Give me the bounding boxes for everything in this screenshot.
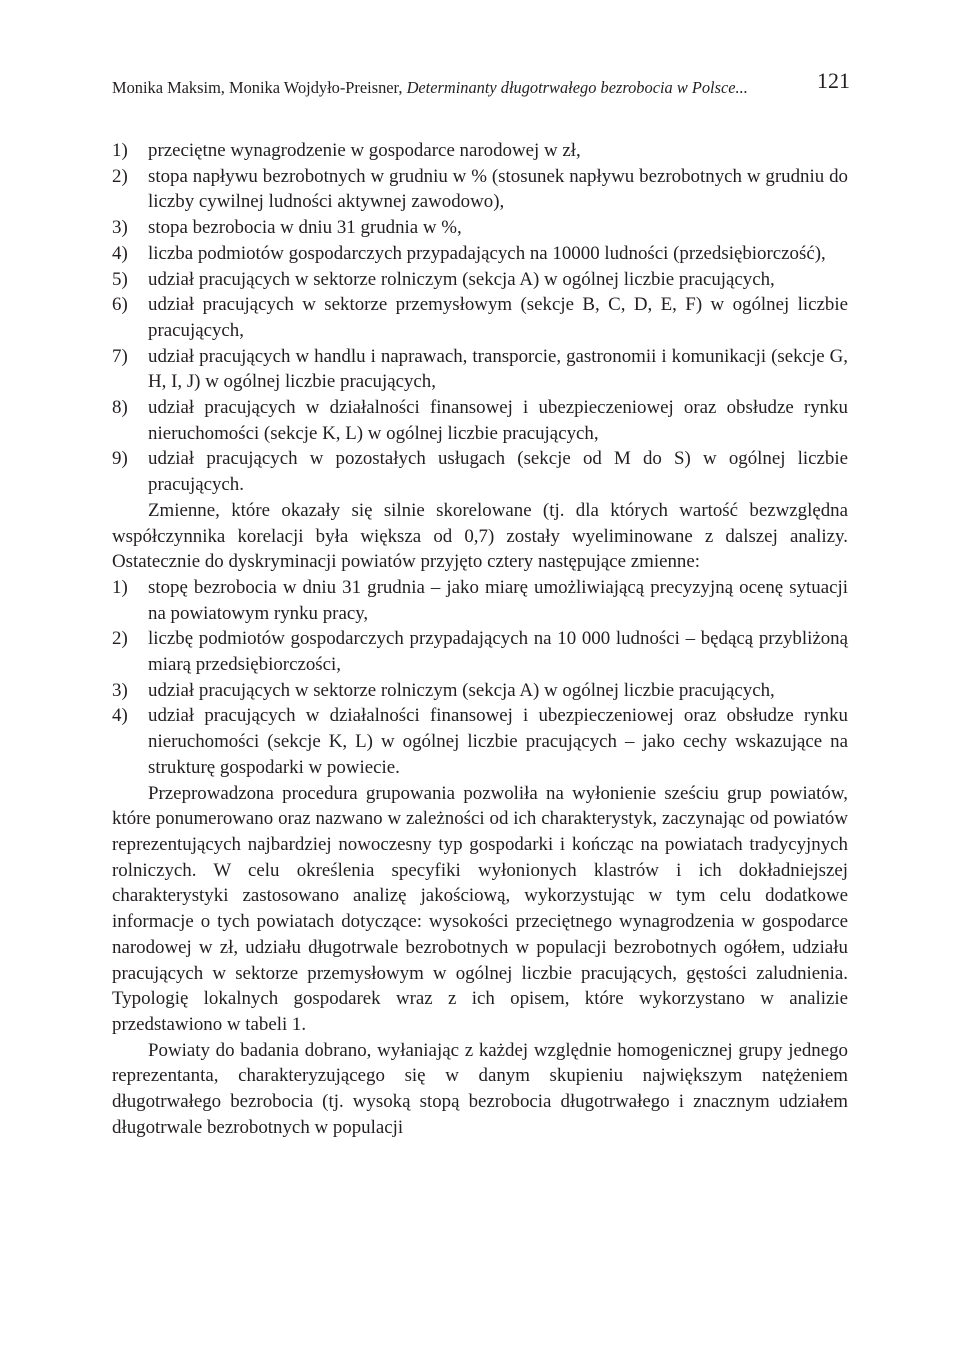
- list-item: [112, 215, 848, 241]
- list-item: [112, 575, 848, 626]
- list-text: przeciętne wynagrodzenie w gospodarce narodowej w zł,: [148, 140, 581, 161]
- list-text: udział pracujących w działalności finansowej i ubezpieczeniowej oraz obsłudze rynku nieruchomości (sekcje K, L) w ogólnej liczbie pracujących,: [148, 397, 848, 444]
- list-text: liczbę podmiotów gospodarczych przypadających na 10 000 ludności – będącą przybliżoną miarą przedsiębiorczości,: [148, 628, 848, 676]
- list-text: liczba podmiotów gospodarczych przypadających na 10000 ludności (przedsiębiorczość),: [148, 242, 826, 264]
- list-text: udział pracujących w pozostałych usługach (sekcje od M do S) w ogólnej liczbie pracujących.: [148, 448, 848, 496]
- paragraph: Przeprowadzona procedura grupowania pozwoliła na wyłonienie sześciu grup powiatów, które ponumerowano oraz nazwano w zależności od ich charakterystyk, zaczynając od powiatów reprezentujących najbardziej nowoczesny typ gospodarki i kończąc na powiatach tradycyjnych rolniczych. W celu określenia specyfiki wyłonionych klastrów i ich dokładniejszej charakterystyki zastosowano analizę jakościową, wykorzystując w tym celu dodatkowe informacje o tych powiatach dotyczące: wysokości przeciętnego wynagrodzenia w gospodarce narodowej w zł, udziału długotrwale bezrobotnych w populacji bezrobotnych ogółem, udziału pracujących w sektorze przemysłowym w ogólnej liczbie pracujących, gęstości zaludnienia. Typologię lokalnych gospodarek wraz z ich opisem, które wykorzystano w analizie przedstawiono w tabeli 1.: [112, 782, 848, 1035]
- list-number: 3): [112, 679, 128, 701]
- list-text: udział pracujących w sektorze rolniczym (sekcja A) w ogólnej liczbie pracujących,: [148, 268, 775, 290]
- paragraph: Powiaty do badania dobrano, wyłaniając z każdej względnie homogenicznej grupy jednego reprezentanta, charakteryzującego się w danym skupieniu największym natężeniem długotrwałego bezrobocia (tj. wysoką stopą bezrobocia długotrwałego i znacznym udziałem długotrwale bezrobotnych w populacji: [112, 1039, 848, 1138]
- list-number: 5): [112, 268, 128, 290]
- list-item: [112, 626, 848, 677]
- selected-variables-list: [112, 575, 848, 781]
- list-number: 8): [112, 397, 128, 419]
- body-text: [112, 138, 848, 1140]
- page-number: 121: [817, 68, 850, 93]
- list-text: udział pracujących w sektorze rolniczym (sekcja A) w ogólnej liczbie pracujących,: [148, 679, 775, 701]
- list-number: 2): [112, 165, 128, 187]
- list-text: udział pracujących w działalności finansowej i ubezpieczeniowej oraz obsłudze rynku nieruchomości (sekcje K, L) w ogólnej liczbie pracujących – jako cechy wskazujące na strukturę gospodarki w powiecie.: [148, 705, 848, 778]
- list-number: 9): [112, 448, 128, 470]
- list-number: 2): [112, 628, 128, 650]
- page: [112, 68, 848, 1140]
- list-item: [112, 344, 848, 395]
- list-item: [112, 267, 848, 293]
- header-title: Determinanty długotrwałego bezrobocia w Polsce...: [406, 78, 748, 97]
- list-text: stopa bezrobocia w dniu 31 grudnia w %,: [148, 217, 462, 239]
- header-authors: Monika Maksim, Monika Wojdyło-Preisner,: [112, 78, 403, 97]
- list-text: udział pracujących w sektorze przemysłowym (sekcje B, C, D, E, F) w ogólnej liczbie pracujących,: [148, 294, 848, 341]
- list-number: 1): [112, 140, 128, 161]
- list-number: 7): [112, 345, 128, 367]
- list-number: 1): [112, 576, 128, 598]
- list-number: 6): [112, 294, 128, 316]
- list-item: [112, 678, 848, 704]
- list-item: [112, 164, 848, 215]
- list-item: [112, 395, 848, 446]
- list-text: udział pracujących w handlu i naprawach, transporcie, gastronomii i komunikacji (sekcje G, H, I, J) w ogólnej liczbie pracujących,: [148, 345, 848, 393]
- list-item: [112, 292, 848, 343]
- list-item: [112, 446, 848, 497]
- list-text: stopę bezrobocia w dniu 31 grudnia – jako miarę umożliwiającą precyzyjną ocenę sytuacji na powiatowym rynku pracy,: [148, 576, 848, 624]
- paragraph: Zmienne, które okazały się silnie skorelowane (tj. dla których wartość bezwzględna współczynnika korelacji była większa od 0,7) zostały wyeliminowane z dalszej analizy. Ostatecznie do dyskryminacji powiatów przyjęto cztery następujące zmienne:: [112, 499, 848, 573]
- header-authors-line: [112, 78, 748, 98]
- list-item: [112, 138, 848, 164]
- running-header: [112, 68, 848, 102]
- list-number: 3): [112, 217, 128, 239]
- list-item: [112, 703, 848, 780]
- list-number: 4): [112, 705, 128, 727]
- variables-list: [112, 138, 848, 498]
- list-number: 4): [112, 242, 128, 264]
- list-item: [112, 241, 848, 267]
- list-text: stopa napływu bezrobotnych w grudniu w % (stosunek napływu bezrobotnych w grudniu do liczby cywilnej ludności aktywnej zawodowo),: [148, 165, 848, 213]
